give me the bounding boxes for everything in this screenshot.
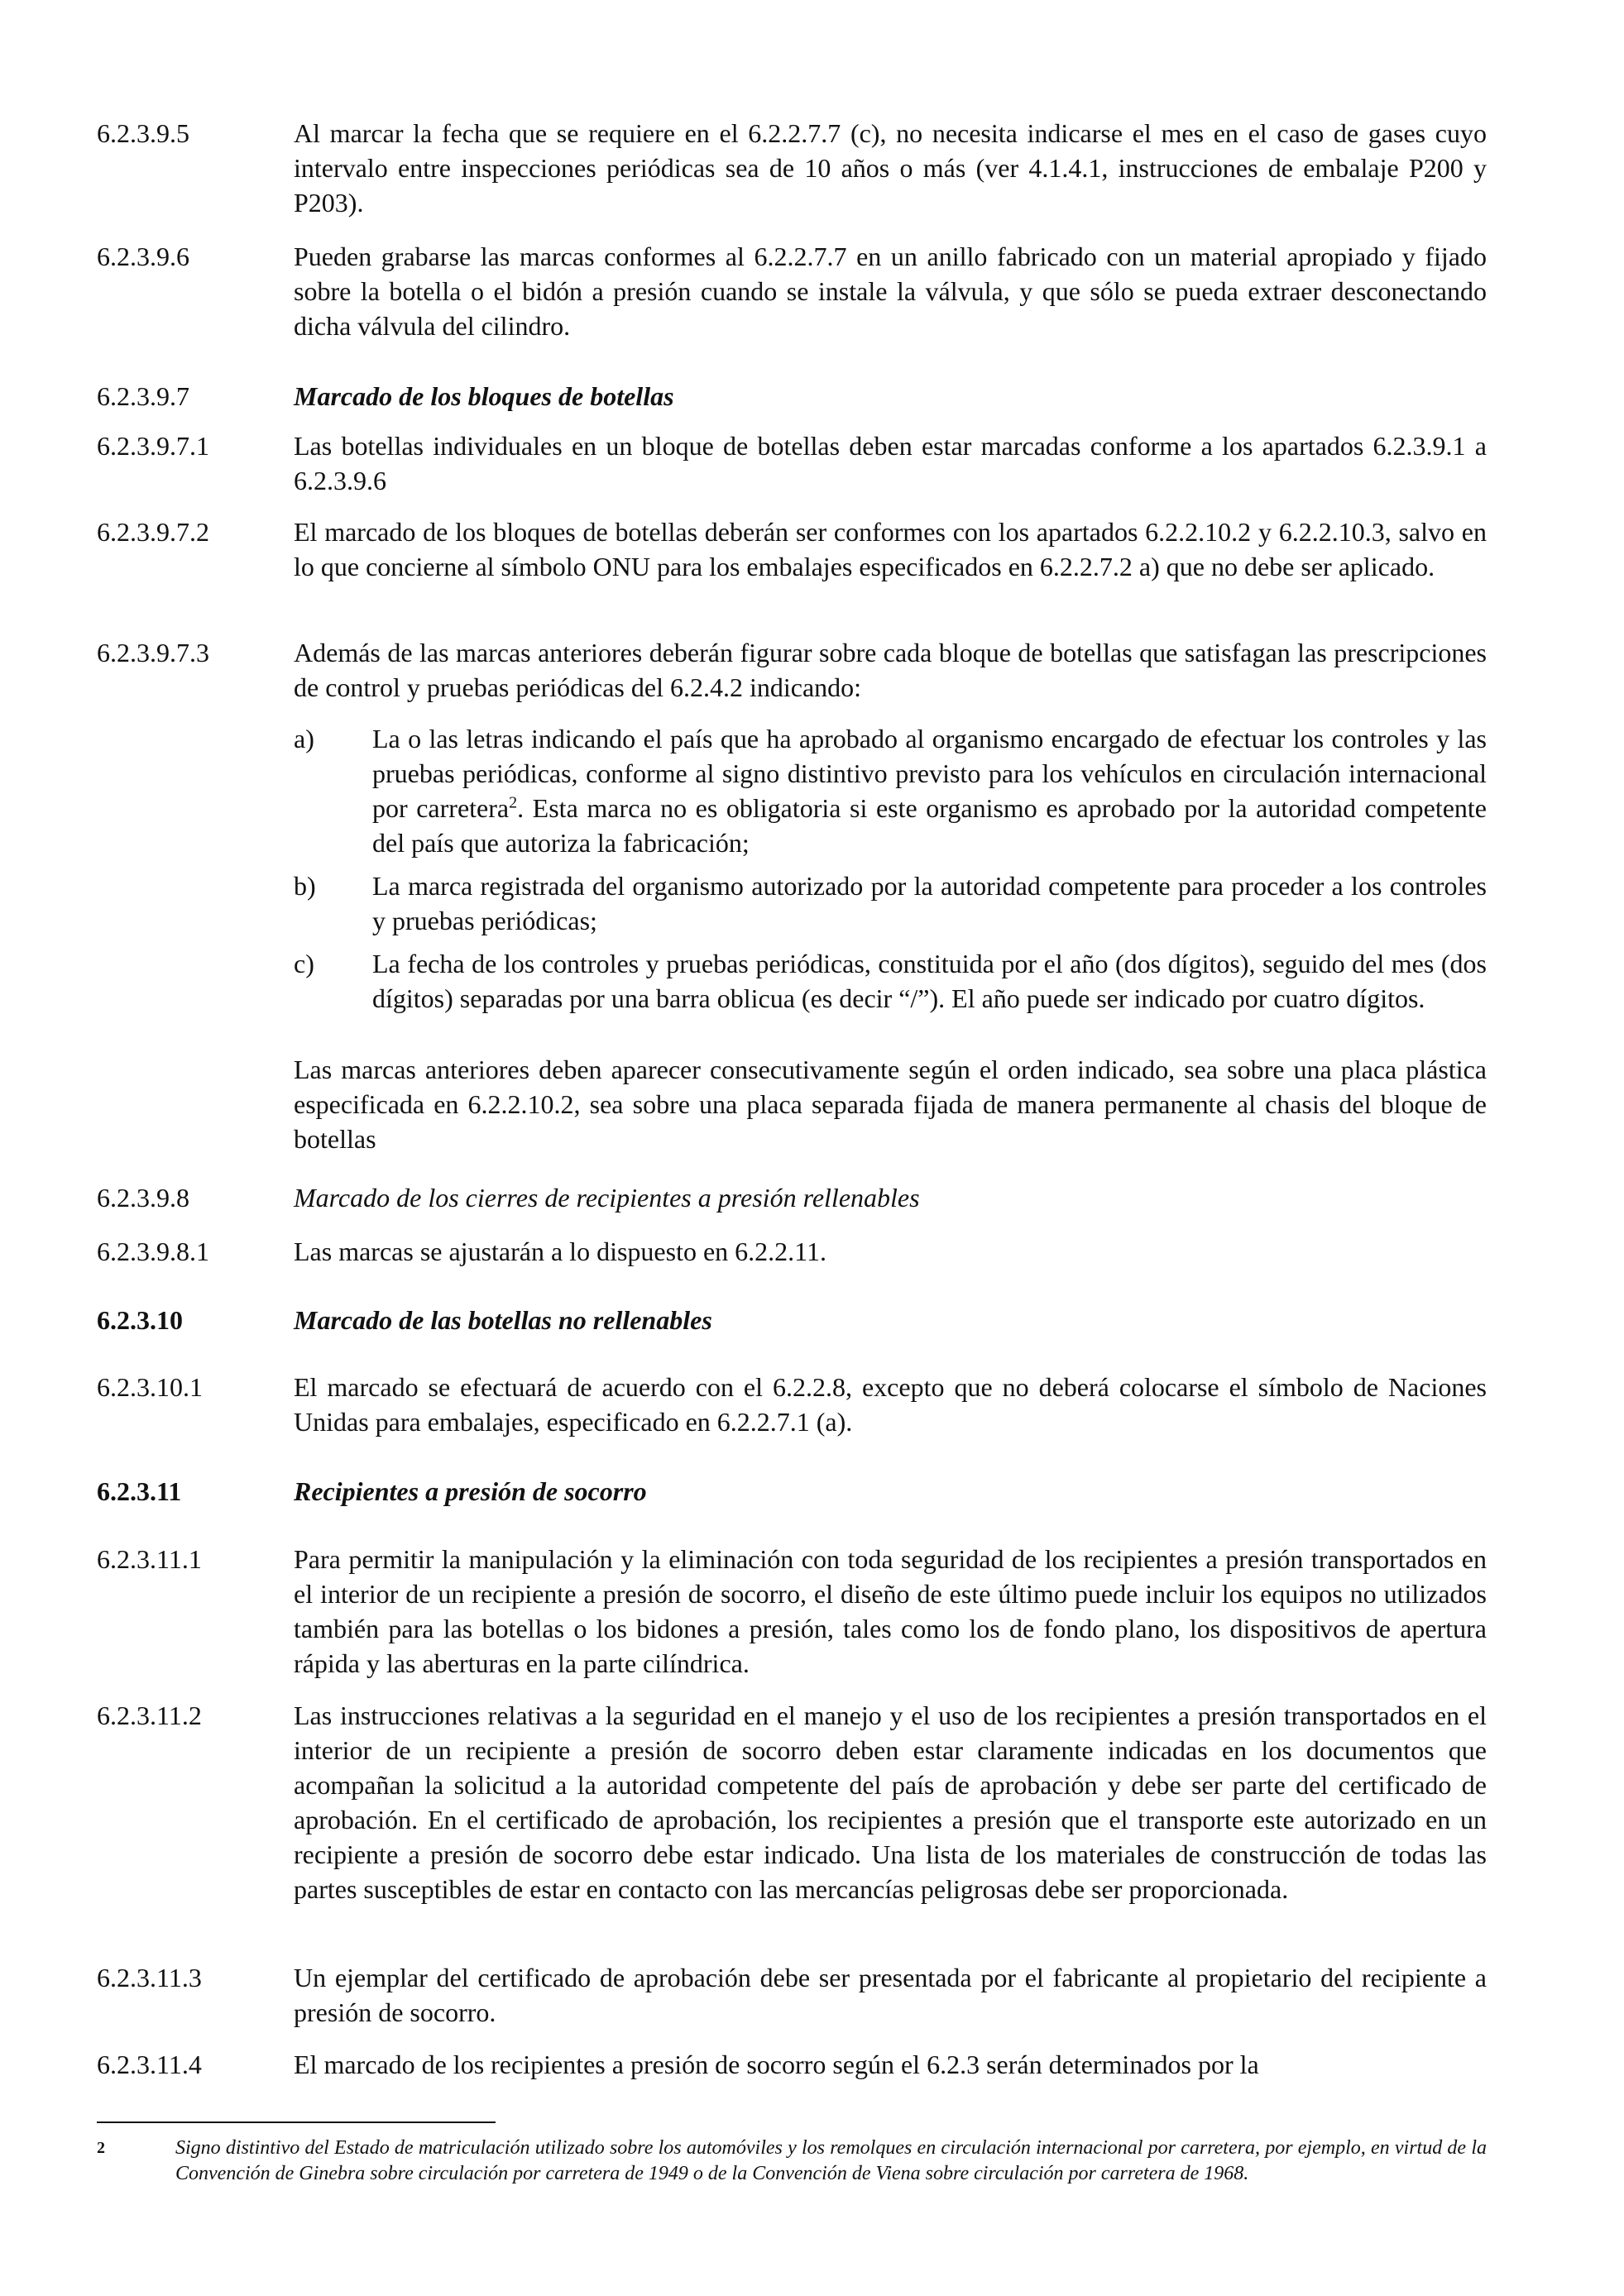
section-6-2-3-10 <box>97 1303 1487 1337</box>
section-6-2-3-11-1 <box>97 1542 1487 1681</box>
list-item <box>294 946 1487 1016</box>
section-text: Al marcar la fecha que se requiere en el 6.2.2.7.7 (c), no necesita indicarse el mes en el caso de gases cuyo intervalo entre inspecciones periódicas sea de 10 años o más (ver 4.1.4.1, instrucciones de embalaje P200 y P203). <box>294 118 1487 218</box>
section-number: 6.2.3.9.8 <box>97 1183 189 1213</box>
section-heading: Marcado de las botellas no rellenables <box>294 1305 712 1335</box>
section-text: El marcado se efectuará de acuerdo con el 6.2.2.8, excepto que no deberá colocarse el símbolo de Naciones Unidas para embalajes, especificado en 6.2.2.7.1 (a). <box>294 1372 1487 1437</box>
section-number: 6.2.3.11.3 <box>97 1963 202 1992</box>
section-6-2-3-9-8-1 <box>97 1234 1487 1269</box>
closing-paragraph: Las marcas anteriores deben aparecer consecutivamente según el orden indicado, sea sobre una placa plástica especificada en 6.2.2.10.2, sea sobre una placa separada fijada de manera permanente al chasis del bloque de botellas <box>294 1055 1487 1154</box>
section-text: Para permitir la manipulación y la eliminación con toda seguridad de los recipientes a presión transportados en el interior de un recipiente a presión de socorro, el diseño de este último puede incluir los equipos no utilizados también para las botellas o los bidones a presión, tales como los de fondo plano, los dispositivos de apertura rápida y las aberturas en la parte cilíndrica. <box>294 1544 1487 1678</box>
section-text: Las instrucciones relativas a la seguridad en el manejo y el uso de los recipientes a presión transportados en el interior de un recipiente a presión de socorro deben estar claramente indicadas en los documentos que acompañan la solicitud a la autoridad competente del país de aprobación y debe ser parte del certificado de aprobación. En el certificado de aprobación, los recipientes a presión que el transporte este autorizado en un recipiente a presión de socorro debe estar indicado. Una lista de los materiales de construcción de todas las partes susceptibles de estar en contacto con las mercancías peligrosas debe ser proporcionada. <box>294 1700 1487 1904</box>
section-heading: Marcado de los bloques de botellas <box>294 381 674 411</box>
footnote-number: 2 <box>97 2139 105 2157</box>
section-6-2-3-11-3 <box>97 1960 1487 2030</box>
section-text: Pueden grabarse las marcas conformes al 6.2.2.7.7 en un anillo fabricado con un material apropiado y fijado sobre la botella o el bidón a presión cuando se instale la válvula, y que sólo se pueda extraer desconectando dicha válvula del cilindro. <box>294 242 1487 341</box>
footnote <box>97 2136 1487 2187</box>
section-number: 6.2.3.9.7.1 <box>97 431 209 461</box>
section-number: 6.2.3.11.1 <box>97 1544 202 1574</box>
section-heading: Recipientes a presión de socorro <box>294 1476 647 1506</box>
closing-paragraph-block <box>97 1052 1487 1156</box>
section-6-2-3-9-7 <box>97 379 1487 414</box>
list-item-label: b) <box>294 871 316 901</box>
section-number: 6.2.3.9.7.3 <box>97 638 209 667</box>
list-item-label: a) <box>294 724 314 753</box>
list-item-text <box>372 721 1487 860</box>
section-number: 6.2.3.10.1 <box>97 1372 203 1402</box>
section-heading: Marcado de los cierres de recipientes a presión rellenables <box>294 1183 920 1213</box>
footnote-text: Signo distintivo del Estado de matriculación utilizado sobre los automóviles y los remolques en circulación internacional por carretera, por ejemplo, en virtud de la Convención de Ginebra sobre circulación por carretera de 1949 o de la Convención de Viena sobre circulación por carretera de 1968. <box>175 2137 1487 2184</box>
section-text: El marcado de los recipientes a presión de socorro según el 6.2.3 serán determinados por la <box>294 2050 1259 2079</box>
marking-list <box>97 721 1487 1024</box>
section-number: 6.2.3.11.2 <box>97 1700 202 1730</box>
list-item <box>294 721 1487 860</box>
section-number: 6.2.3.9.6 <box>97 242 189 271</box>
section-6-2-3-9-7-1 <box>97 428 1487 498</box>
section-6-2-3-9-8 <box>97 1180 1487 1215</box>
section-number: 6.2.3.9.5 <box>97 118 189 148</box>
list-item-text: La marca registrada del organismo autorizado por la autoridad competente para proceder a los controles y pruebas periódicas; <box>372 871 1487 935</box>
section-text: Un ejemplar del certificado de aprobación debe ser presentada por el fabricante al propietario del recipiente a presión de socorro. <box>294 1963 1487 2027</box>
section-6-2-3-10-1 <box>97 1370 1487 1439</box>
section-6-2-3-11-2 <box>97 1698 1487 1906</box>
section-6-2-3-9-6 <box>97 239 1487 343</box>
list-item-text-part: La o las letras indicando el país que ha aprobado al organismo encargado de efectuar los controles y las pruebas periódicas, conforme al signo distintivo previsto para los vehículos en circulación internacional por carretera <box>372 724 1487 823</box>
section-6-2-3-11 <box>97 1474 1487 1509</box>
section-number: 6.2.3.11 <box>97 1476 182 1506</box>
section-text: Además de las marcas anteriores deberán figurar sobre cada bloque de botellas que satisfagan las prescripciones de control y pruebas periódicas del 6.2.4.2 indicando: <box>294 638 1487 702</box>
section-6-2-3-9-7-2 <box>97 514 1487 584</box>
section-6-2-3-9-7-3 <box>97 635 1487 705</box>
list-item-text-part: . Esta marca no es obligatoria si este organismo es aprobado por la autoridad competente del país que autoriza la fabricación; <box>372 793 1487 858</box>
footnote-ref: 2 <box>509 793 518 812</box>
list-item-label: c) <box>294 949 314 978</box>
section-text: Las marcas se ajustarán a lo dispuesto en 6.2.2.11. <box>294 1236 826 1266</box>
section-number: 6.2.3.11.4 <box>97 2050 202 2079</box>
section-number: 6.2.3.9.8.1 <box>97 1236 209 1266</box>
section-number: 6.2.3.10 <box>97 1305 183 1335</box>
footnote-separator <box>97 2121 496 2123</box>
section-text: Las botellas individuales en un bloque de botellas deben estar marcadas conforme a los apartados 6.2.3.9.1 a 6.2.3.9.6 <box>294 431 1487 495</box>
section-6-2-3-9-5 <box>97 116 1487 220</box>
list-item-text: La fecha de los controles y pruebas periódicas, constituida por el año (dos dígitos), seguido del mes (dos dígitos) separadas por una barra oblicua (es decir “/”). El año puede ser indicado por cuatro dígitos. <box>372 949 1487 1013</box>
section-text: El marcado de los bloques de botellas deberán ser conformes con los apartados 6.2.2.10.2 y 6.2.2.10.3, salvo en lo que concierne al símbolo ONU para los embalajes especificados en 6.2.2.7.2 a) que no debe ser aplicado. <box>294 517 1487 581</box>
section-number: 6.2.3.9.7 <box>97 381 189 411</box>
section-6-2-3-11-4 <box>97 2047 1487 2082</box>
section-number: 6.2.3.9.7.2 <box>97 517 209 547</box>
list-item <box>294 868 1487 938</box>
